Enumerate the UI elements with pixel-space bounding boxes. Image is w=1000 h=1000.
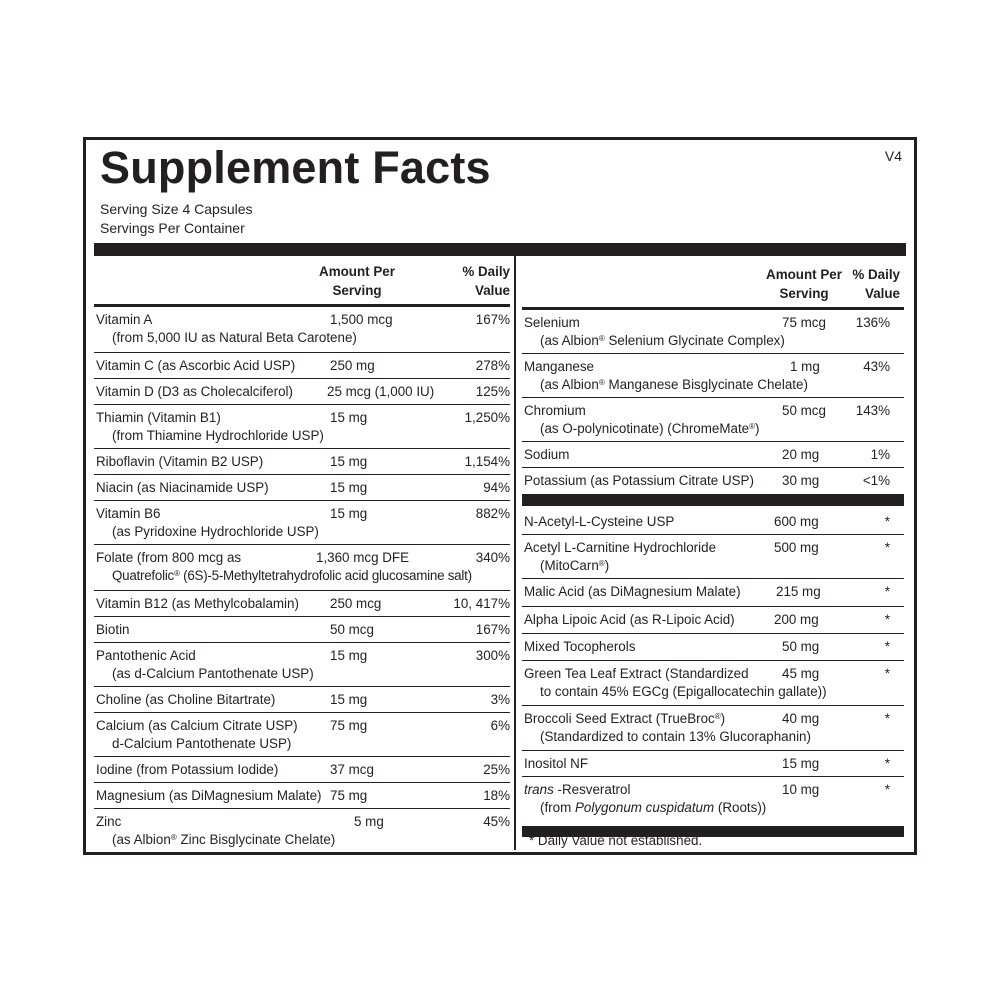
nutrient-row: [94, 545, 510, 591]
ingredient-name: N-Acetyl-L-Cysteine USP: [524, 514, 675, 529]
nutrient-source: (as O-polynicotinate) (ChromeMate®): [540, 421, 760, 436]
nutrient-amount: 15 mg: [330, 506, 368, 521]
top-divider-bar: [94, 243, 906, 256]
nutrient-row: [94, 591, 510, 617]
ingredient-row: [522, 607, 904, 634]
ingredient-daily-value: *: [884, 612, 890, 627]
ingredient-daily-value: *: [884, 514, 890, 529]
nutrient-name: Magnesium (as DiMagnesium Malate): [96, 788, 322, 803]
nutrient-row: [522, 442, 904, 468]
ingredient-row: [522, 661, 904, 706]
ingredient-amount: 15 mg: [782, 756, 820, 771]
ingredient-amount: 200 mg: [774, 612, 819, 627]
nutrient-daily-value: 300%: [475, 648, 510, 663]
ingredient-name: Broccoli Seed Extract (TrueBroc®): [524, 711, 726, 726]
nutrient-row: [94, 307, 510, 353]
nutrient-row: [94, 713, 510, 757]
ingredient-row: [522, 751, 904, 777]
nutrient-name: Chromium: [524, 403, 586, 418]
nutrient-row: [94, 449, 510, 475]
nutrient-row: [522, 468, 904, 494]
nutrient-source: (as Albion® Selenium Glycinate Complex): [540, 333, 785, 348]
ingredient-source: (Standardized to contain 13% Glucoraphanin): [540, 729, 811, 744]
nutrient-amount: 15 mg: [330, 454, 368, 469]
nutrient-row: [94, 405, 510, 449]
nutrient-name: Vitamin B6: [96, 506, 161, 521]
nutrient-name: Zinc: [96, 814, 122, 829]
nutrient-daily-value: 1,154%: [464, 454, 510, 469]
ingredient-name: Malic Acid (as DiMagnesium Malate): [524, 584, 741, 599]
ingredient-source-post: (Roots)): [714, 800, 767, 815]
serving-size: Serving Size 4 Capsules: [100, 201, 253, 217]
nutrient-daily-value: 882%: [475, 506, 510, 521]
ingredient-name: Inositol NF: [524, 756, 588, 771]
daily-value-header: % Daily Value: [852, 267, 900, 301]
left-column: [94, 256, 510, 853]
nutrient-daily-value: 94%: [483, 480, 510, 495]
nutrient-daily-value: 1%: [870, 447, 890, 462]
nutrient-amount: 250 mg: [330, 358, 375, 373]
nutrient-daily-value: 167%: [475, 622, 510, 637]
ingredient-daily-value: *: [884, 540, 890, 555]
ingredient-daily-value: *: [884, 782, 890, 797]
ingredient-source: [540, 799, 766, 816]
nutrient-row: [94, 757, 510, 783]
nutrient-source: (as Albion® Zinc Bisglycinate Chelate): [112, 832, 336, 847]
nutrient-daily-value: 43%: [863, 359, 890, 374]
nutrient-name: Thiamin (Vitamin B1): [96, 410, 221, 425]
nutrient-source: (as Albion® Manganese Bisglycinate Chelate): [540, 377, 808, 392]
nutrient-amount: 75 mg: [330, 718, 368, 733]
nutrient-daily-value: 340%: [475, 550, 510, 565]
nutrient-name: Vitamin C (as Ascorbic Acid USP): [96, 358, 296, 373]
nutrient-name: Calcium (as Calcium Citrate USP): [96, 718, 298, 733]
ingredient-name: Mixed Tocopherols: [524, 639, 636, 654]
ingredient-name-rest: -Resveratrol: [553, 782, 631, 797]
ingredient-amount: 600 mg: [774, 514, 819, 529]
nutrient-amount: 37 mcg: [330, 762, 374, 777]
ingredient-amount: 50 mg: [782, 639, 820, 654]
nutrient-daily-value: 136%: [855, 315, 890, 330]
nutrient-amount: 250 mcg: [330, 596, 382, 611]
nutrient-source: (from 5,000 IU as Natural Beta Carotene): [112, 330, 357, 345]
ingredient-amount: 40 mg: [782, 711, 820, 726]
nutrient-source: Quatrefolic® (6S)-5-Methyltetrahydrofolic acid glucosamine salt): [112, 568, 472, 583]
nutrient-source: (from Thiamine Hydrochloride USP): [112, 428, 324, 443]
nutrient-amount: 5 mg: [354, 814, 384, 829]
registered-mark: ®: [174, 569, 180, 578]
ingredient-name: [524, 781, 630, 798]
nutrient-name: Selenium: [524, 315, 580, 330]
nutrient-daily-value: 45%: [483, 814, 510, 829]
nutrient-amount: 75 mcg: [782, 315, 826, 330]
nutrient-amount: 15 mg: [330, 480, 368, 495]
daily-value-header: % Daily Value: [462, 264, 510, 298]
ingredient-row: [522, 579, 904, 607]
ingredient-name: Green Tea Leaf Extract (Standardized: [524, 666, 749, 681]
section-divider-bar: [522, 494, 904, 506]
registered-mark: ®: [170, 833, 177, 842]
page-title: Supplement Facts: [100, 142, 491, 193]
amount-per-serving-header: Amount Per Serving: [319, 264, 395, 298]
nutrient-amount: 1,500 mcg: [330, 312, 393, 327]
left-column-header: [94, 256, 510, 307]
nutrient-name: Niacin (as Niacinamide USP): [96, 480, 269, 495]
nutrient-amount: 1,360 mcg DFE: [316, 550, 410, 565]
nutrient-row: [94, 687, 510, 713]
version-label: V4: [884, 148, 902, 164]
nutrient-source: d-Calcium Pantothenate USP): [112, 736, 292, 751]
nutrient-source: (as Pyridoxine Hydrochloride USP): [112, 524, 319, 539]
nutrient-amount: 25 mcg (1,000 IU): [327, 384, 435, 399]
nutrient-name: Manganese: [524, 359, 594, 374]
ingredient-name: Alpha Lipoic Acid (as R-Lipoic Acid): [524, 612, 735, 627]
nutrient-name: Potassium (as Potassium Citrate USP): [524, 473, 754, 488]
ingredient-row: [522, 777, 904, 821]
nutrient-row: [94, 783, 510, 809]
ingredient-daily-value: *: [884, 711, 890, 726]
ingredient-row: [522, 535, 904, 579]
nutrient-source: (as d-Calcium Pantothenate USP): [112, 666, 314, 681]
ingredient-daily-value: *: [884, 584, 890, 599]
nutrient-daily-value: 143%: [855, 403, 890, 418]
ingredient-amount: 500 mg: [774, 540, 819, 555]
nutrient-row: [94, 501, 510, 545]
nutrient-amount: 15 mg: [330, 692, 368, 707]
nutrient-name: Choline (as Choline Bitartrate): [96, 692, 276, 707]
nutrient-row: [522, 354, 904, 398]
nutrient-row: [94, 809, 510, 853]
nutrient-name: Riboflavin (Vitamin B2 USP): [96, 454, 264, 469]
ingredient-source-italic: Polygonum cuspidatum: [574, 800, 715, 815]
right-column-header: [522, 256, 904, 310]
ingredient-source-pre: (from: [540, 800, 575, 815]
nutrient-daily-value: 167%: [475, 312, 510, 327]
ingredient-row: [522, 634, 904, 661]
nutrient-daily-value: 10, 417%: [453, 596, 510, 611]
nutrient-name: Vitamin B12 (as Methylcobalamin): [96, 596, 299, 611]
ingredient-amount: 10 mg: [782, 782, 820, 797]
nutrient-row: [94, 353, 510, 379]
nutrient-daily-value: 278%: [475, 358, 510, 373]
nutrient-name: Folate (from 800 mcg as: [96, 550, 242, 565]
nutrient-daily-value: 125%: [475, 384, 510, 399]
nutrient-daily-value: 6%: [490, 718, 510, 733]
ingredient-source: to contain 45% EGCg (Epigallocatechin gallate)): [540, 684, 827, 699]
nutrient-amount: 15 mg: [330, 648, 368, 663]
nutrient-row: [94, 617, 510, 643]
servings-per-container: Servings Per Container: [100, 220, 245, 236]
ingredient-daily-value: *: [884, 639, 890, 654]
nutrient-row: [522, 398, 904, 442]
ingredient-amount: 215 mg: [776, 584, 821, 599]
nutrient-amount: 50 mcg: [782, 403, 826, 418]
ingredient-name-italic: trans: [524, 782, 554, 797]
nutrient-amount: 15 mg: [330, 410, 368, 425]
nutrient-name: Iodine (from Potassium Iodide): [96, 762, 279, 777]
amount-per-serving-header: Amount Per Serving: [766, 267, 842, 301]
nutrient-amount: 1 mg: [790, 359, 820, 374]
footnote: * Daily Value not established.: [529, 833, 703, 848]
right-column: [522, 256, 904, 837]
nutrient-name: Vitamin D (D3 as Cholecalciferol): [96, 384, 293, 399]
registered-mark: ®: [598, 559, 605, 568]
ingredient-row: [522, 506, 904, 535]
nutrient-row: [94, 643, 510, 687]
nutrient-name: Vitamin A: [96, 312, 153, 327]
registered-mark: ®: [598, 334, 605, 343]
column-divider: [514, 256, 516, 850]
nutrient-daily-value: <1%: [862, 473, 890, 488]
ingredient-amount: 45 mg: [782, 666, 820, 681]
nutrient-daily-value: 18%: [483, 788, 510, 803]
nutrient-amount: 20 mg: [782, 447, 820, 462]
ingredient-source: (MitoCarn®): [540, 558, 610, 573]
nutrient-name: Sodium: [524, 447, 570, 462]
ingredient-daily-value: *: [884, 666, 890, 681]
nutrient-amount: 75 mg: [330, 788, 368, 803]
nutrient-amount: 50 mcg: [330, 622, 374, 637]
nutrient-row: [94, 475, 510, 501]
nutrient-name: Biotin: [96, 622, 130, 637]
supplement-facts-panel: [83, 137, 917, 855]
registered-mark: ®: [714, 712, 721, 721]
ingredient-daily-value: *: [884, 756, 890, 771]
nutrient-name: Pantothenic Acid: [96, 648, 196, 663]
registered-mark: ®: [598, 378, 605, 387]
nutrient-daily-value: 3%: [490, 692, 510, 707]
ingredient-row: [522, 706, 904, 751]
ingredient-name: Acetyl L-Carnitine Hydrochloride: [524, 540, 717, 555]
nutrient-amount: 30 mg: [782, 473, 820, 488]
registered-mark: ®: [749, 422, 756, 431]
nutrient-daily-value: 25%: [483, 762, 510, 777]
nutrient-row: [522, 310, 904, 354]
nutrient-daily-value: 1,250%: [464, 410, 510, 425]
nutrient-row: [94, 379, 510, 405]
